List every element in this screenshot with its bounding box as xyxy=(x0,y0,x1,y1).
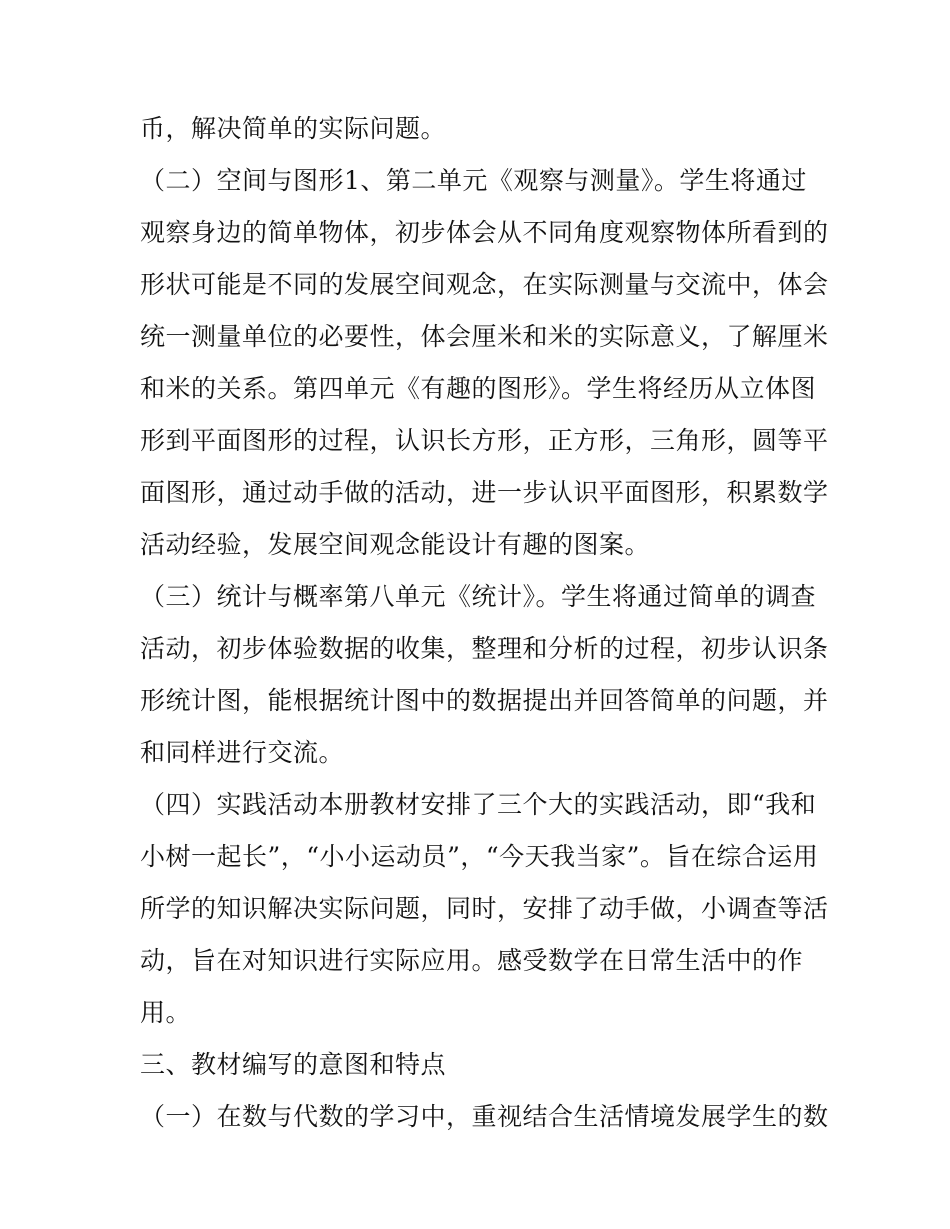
text-line: 和米的关系。第四单元《有趣的图形》。学生将经历从立体图 xyxy=(140,374,817,403)
text-line: 所学的知识解决实际问题，同时，安排了动手做，小调查等活 xyxy=(140,894,829,923)
text-line: 小树一起长”，“小小运动员”，“今天我当家”。旨在综合运用 xyxy=(140,842,819,871)
section-heading: 三、教材编写的意图和特点 xyxy=(140,1050,447,1079)
text-line: 形状可能是不同的发展空间观念，在实际测量与交流中，体会 xyxy=(140,270,829,299)
text-line: 形统计图，能根据统计图中的数据提出并回答简单的问题，并 xyxy=(140,686,829,715)
text-line: 和同样进行交流。 xyxy=(140,738,345,767)
text-line: （一）在数与代数的学习中，重视结合生活情境发展学生的数 xyxy=(140,1102,829,1131)
text-line: （三）统计与概率第八单元《统计》。学生将通过简单的调查 xyxy=(140,582,817,611)
text-line: 活动，初步体验数据的收集，整理和分析的过程，初步认识条 xyxy=(140,634,829,663)
text-line: 活动经验，发展空间观念能设计有趣的图案。 xyxy=(140,530,651,559)
text-line: 动，旨在对知识进行实际应用。感受数学在日常生活中的作 xyxy=(140,946,804,975)
text-line: （四）实践活动本册教材安排了三个大的实践活动，即“我和 xyxy=(140,790,817,819)
text-line: 币，解决简单的实际问题。 xyxy=(140,114,447,143)
text-line: 观察身边的简单物体，初步体会从不同角度观察物体所看到的 xyxy=(140,218,829,247)
text-line: 形到平面图形的过程，认识长方形，正方形，三角形，圆等平 xyxy=(140,426,829,455)
text-line: 统一测量单位的必要性，体会厘米和米的实际意义，了解厘米 xyxy=(140,322,829,351)
text-line: 面图形，通过动手做的活动，进一步认识平面图形，积累数学 xyxy=(140,478,829,507)
text-line: 用。 xyxy=(140,998,192,1027)
text-line: （二）空间与图形1、第二单元《观察与测量》。学生将通过 xyxy=(140,166,807,195)
